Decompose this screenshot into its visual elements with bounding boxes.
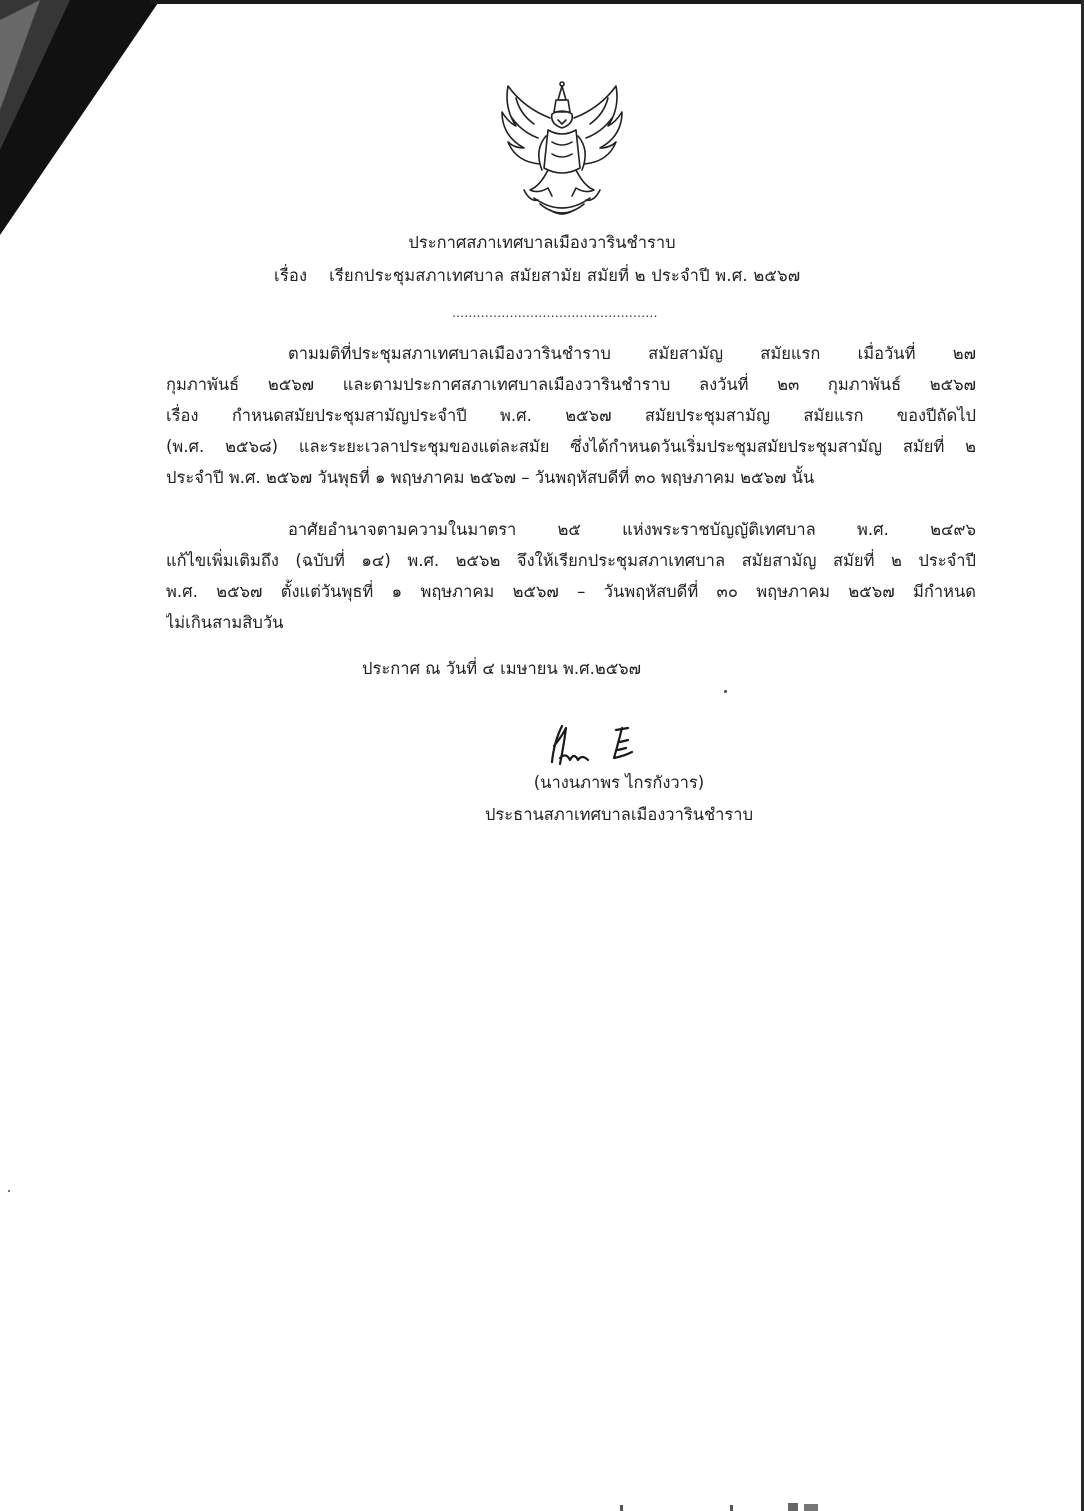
announcement-title: ประกาศสภาเทศบาลเมืองวารินชำราบ — [408, 233, 676, 252]
scan-edge-top — [150, 0, 1084, 4]
scan-speck — [8, 1190, 10, 1192]
paragraph-line: พ.ศ. ๒๕๖๗ ตั้งแต่วันพุธที่ ๑ พฤษภาคม ๒๕๖๗ – วันพฤหัสบดีที่ ๓๐ พฤษภาคม ๒๕๖๗ มีกำหนด — [166, 582, 976, 601]
paragraph-line: (พ.ศ. ๒๕๖๘) และระยะเวลาประชุมของแต่ละสมัย ซึ่งได้กำหนดวันเริ่มประชุมสมัยประชุมสามัญ สมัยที่ ๒ — [166, 437, 976, 456]
signer-name: (นางนภาพร ไกรกังวาร) — [533, 773, 705, 792]
subject-label: เรื่อง — [274, 266, 308, 285]
paragraph-line: ไม่เกินสามสิบวัน — [166, 613, 284, 632]
scan-shadow-corner — [0, 0, 170, 240]
handwritten-signature — [544, 722, 644, 768]
body-paragraph-2 — [166, 514, 976, 638]
scan-bottom-marks — [560, 1501, 840, 1511]
subject-text: เรียกประชุมสภาเทศบาล สมัยสามัย สมัยที่ ๒ ประจำปี พ.ศ. ๒๕๖๗ — [329, 266, 801, 285]
paragraph-line: ประจำปี พ.ศ. ๒๕๖๗ วันพุธที่ ๑ พฤษภาคม ๒๕๖๗ – วันพฤหัสบดีที่ ๓๐ พฤษภาคม ๒๕๖๗ นั้น — [166, 468, 815, 487]
body-paragraph-1 — [166, 338, 976, 493]
paragraph-line: กุมภาพันธ์ ๒๕๖๗ และตามประกาศสภาเทศบาลเมืองวารินชำราบ ลงวันที่ ๒๓ กุมภาพันธ์ ๒๕๖๗ — [166, 375, 976, 394]
signer-position: ประธานสภาเทศบาลเมืองวารินชำราบ — [484, 805, 754, 824]
paragraph-line: ตามมติที่ประชุมสภาเทศบาลเมืองวารินชำราบ สมัยสามัญ สมัยแรก เมื่อวันที่ ๒๗ — [288, 344, 976, 363]
title-separator: .................................................. — [452, 306, 658, 320]
announcement-subject — [274, 264, 800, 288]
paragraph-line: แก้ไขเพิ่มเติมถึง (ฉบับที่ ๑๔) พ.ศ. ๒๕๖๒ จึงให้เรียกประชุมสภาเทศบาล สมัยสามัญ สมัยที่ ๒ ประจำปี — [166, 551, 976, 570]
announcement-date: ประกาศ ณ วันที่ ๔ เมษายน พ.ศ.๒๕๖๗ — [362, 659, 642, 678]
scan-speck — [724, 690, 727, 693]
paragraph-line: เรื่อง กำหนดสมัยประชุมสามัญประจำปี พ.ศ. ๒๕๖๗ สมัยประชุมสามัญ สมัยแรก ของปีถัดไป — [166, 406, 976, 425]
paragraph-line: อาศัยอำนาจตามความในมาตรา ๒๕ แห่งพระราชบัญญัติเทศบาล พ.ศ. ๒๔๙๖ — [288, 520, 976, 539]
garuda-emblem-icon — [494, 78, 630, 224]
